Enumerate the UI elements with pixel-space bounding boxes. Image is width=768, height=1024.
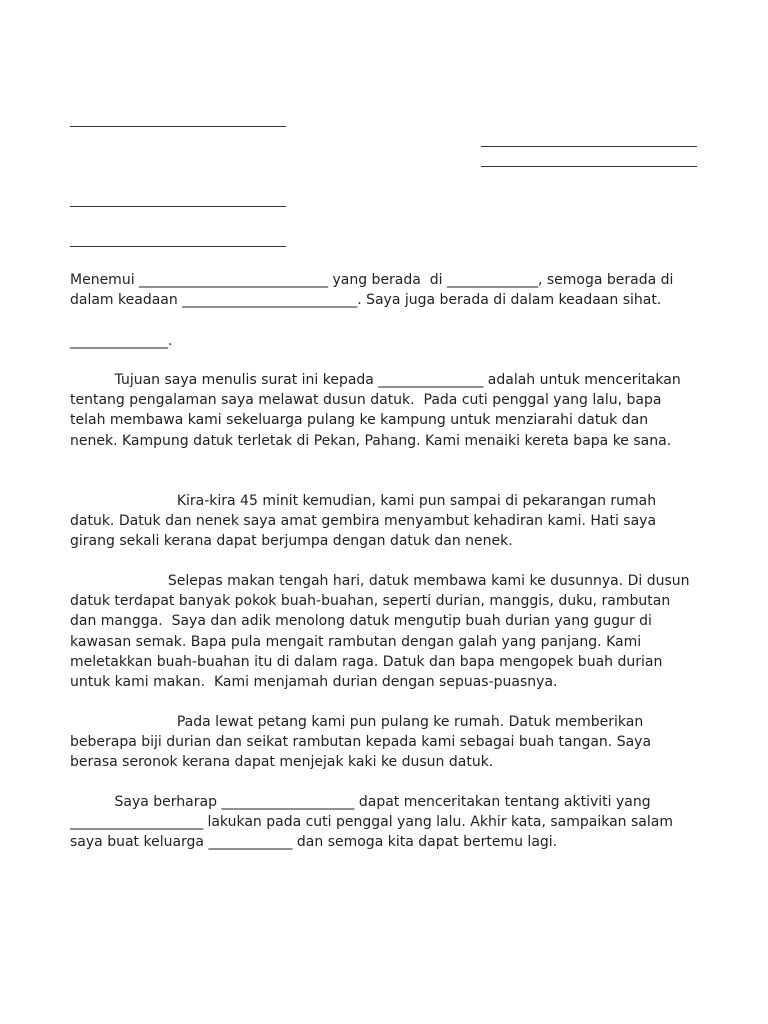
- blank-line-recipient-2: [70, 246, 286, 247]
- letter-salutation: ______________.: [70, 333, 173, 349]
- paragraph-arrival: Kira-kira 45 minit kemudian, kami pun sampai di pekarangan rumah datuk. Datuk dan nenek saya amat gembira menyambut kehadiran kami. Hati saya girang sekali kerana dapat berjumpa dengan datuk dan nenek.: [70, 493, 661, 550]
- paragraph-return: Pada lewat petang kami pun pulang ke rumah. Datuk memberikan beberapa biji durian dan seikat rambutan kepada kami sebagai buah tangan. Saya berasa seronok kerana dapat menjejak kaki ke dusun datuk.: [70, 714, 656, 771]
- blank-line-address-1: [481, 146, 697, 147]
- paragraph-orchard: Selepas makan tengah hari, datuk membawa kami ke dusunnya. Di dusun datuk terdapat banyak pokok buah-buahan, seperti durian, manggis, duku, rambutan dan mangga. Saya dan adik menolong datuk mengutip buah durian yang gugur di kawasan semak. Bapa pula mengait rambutan dengan galah yang panjang. Kami meletakkan buah-buahan itu di dalam raga. Datuk dan bapa mengopek buah durian untuk kami makan. Kami menjamah durian dengan sepuas-puasnya.: [70, 573, 694, 691]
- blank-line-address-2: [481, 166, 697, 167]
- blank-line-sender-name: [70, 126, 286, 127]
- letter-greeting: Menemui ___________________________ yang berada di _____________, semoga berada di dalam keadaan _________________________. Saya juga berada di dalam keadaan sihat.: [70, 272, 678, 308]
- paragraph-closing: Saya berharap ___________________ dapat menceritakan tentang aktiviti yang ___________________ lakukan pada cuti penggal yang lalu. Akhir kata, sampaikan salam saya buat keluarga ____________ dan semoga kita dapat bertemu lagi.: [70, 794, 678, 851]
- blank-line-recipient-1: [70, 206, 286, 207]
- paragraph-intro: Tujuan saya menulis surat ini kepada _______________ adalah untuk menceritakan tentang pengalaman saya melawat dusun datuk. Pada cuti penggal yang lalu, bapa telah membawa kami sekeluarga pulang ke kampung untuk menziarahi datuk dan nenek. Kampung datuk terletak di Pekan, Pahang. Kami menaiki kereta bapa ke sana.: [70, 372, 686, 449]
